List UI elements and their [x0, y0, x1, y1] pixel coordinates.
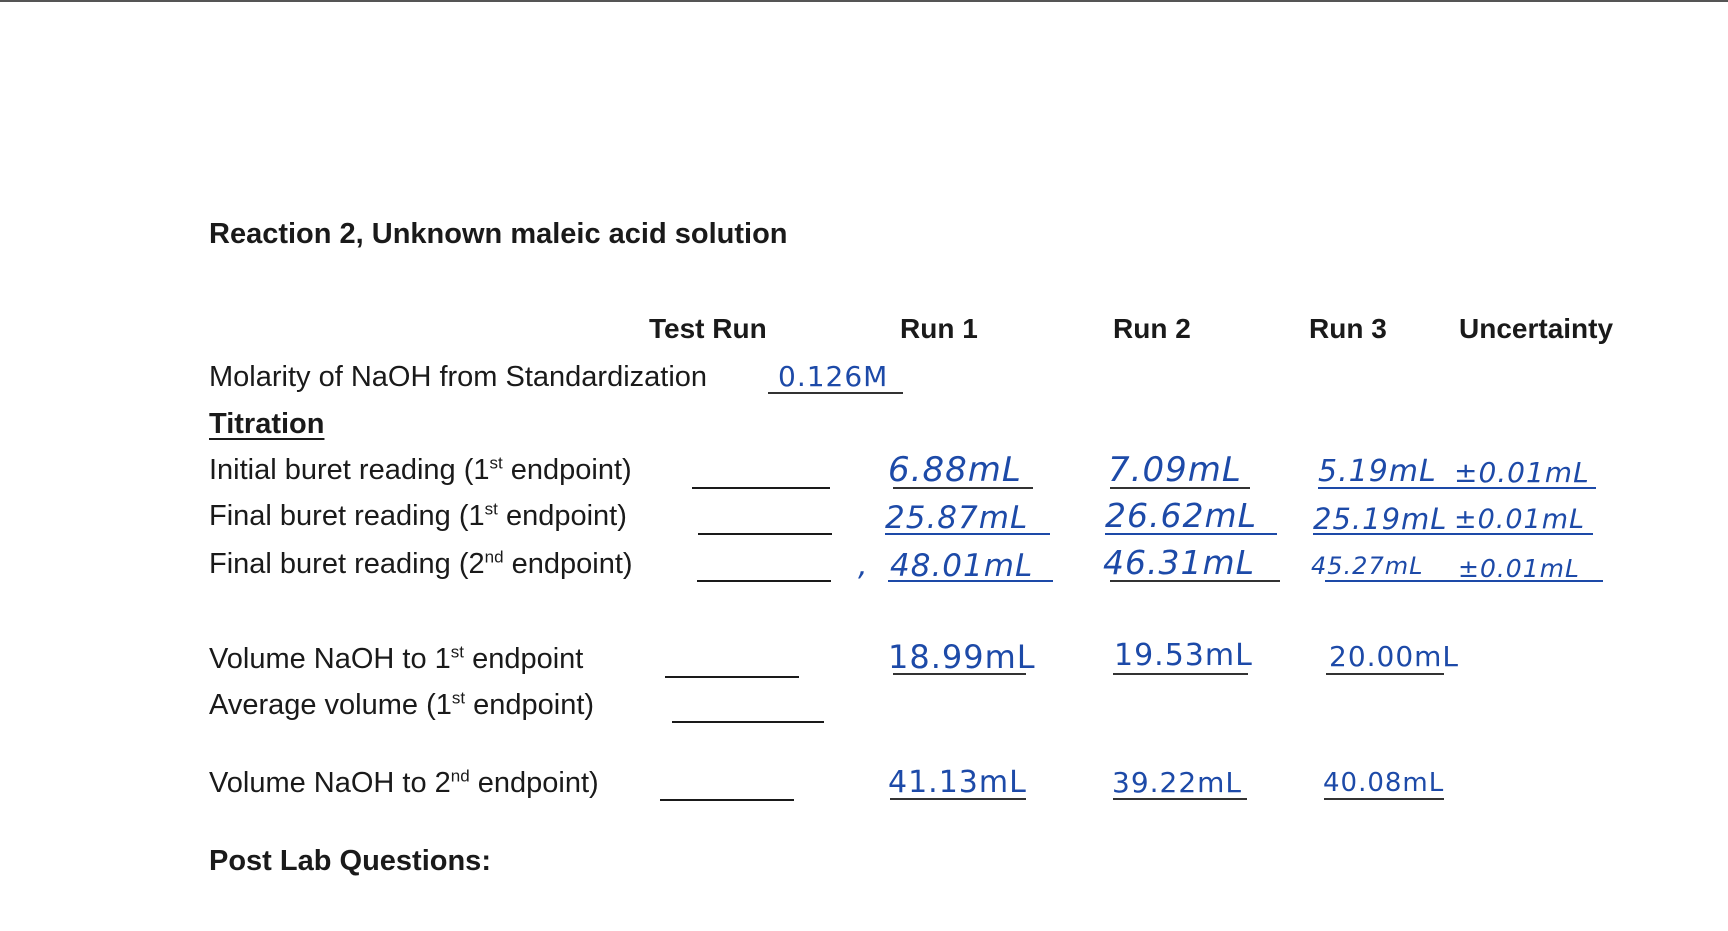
final-buret-1st-run1-line — [885, 533, 1050, 535]
final-buret-2nd-test-blank — [697, 580, 831, 582]
volume-1st-run2: 19.53mL — [1114, 638, 1253, 673]
final-buret-2nd-run1-line — [888, 580, 1053, 582]
final-buret-1st-run3: 25.19mL — [1313, 502, 1448, 536]
final-buret-1st-uncertainty: ±0.01mL — [1454, 504, 1586, 535]
volume-2nd-run3-line — [1324, 798, 1444, 800]
volume-1st-run3: 20.00mL — [1329, 640, 1460, 673]
column-run-2: Run 2 — [1113, 313, 1191, 344]
section-title: Reaction 2, Unknown maleic acid solution — [209, 218, 788, 250]
volume-2nd-run3: 40.08mL — [1323, 768, 1445, 798]
final-buret-2nd-run2-line — [1110, 580, 1280, 582]
volume-1st-test-blank — [665, 676, 799, 678]
column-run-1: Run 1 — [900, 313, 978, 344]
volume-1st-run3-line — [1326, 673, 1444, 675]
volume-2nd-run2: 39.22mL — [1112, 766, 1243, 799]
column-test-run: Test Run — [649, 313, 767, 344]
initial-buret-1st-test-blank — [692, 487, 830, 489]
initial-buret-1st-run1: 6.88mL — [888, 450, 1022, 490]
molarity-value: 0.126M — [778, 360, 889, 393]
volume-1st-label: Volume NaOH to 1st endpoint — [209, 642, 584, 675]
volume-2nd-label: Volume NaOH to 2nd endpoint) — [209, 766, 599, 799]
volume-1st-run2-line — [1113, 673, 1248, 675]
final-buret-1st-run2: 26.62mL — [1105, 496, 1258, 535]
volume-2nd-test-blank — [660, 799, 794, 801]
initial-buret-1st-run1-line — [893, 487, 1033, 489]
final-buret-1st-run1: 25.87mL — [885, 500, 1029, 536]
column-uncertainty: Uncertainty — [1459, 313, 1614, 344]
initial-buret-1st-run2-line — [1110, 487, 1250, 489]
column-run-3: Run 3 — [1309, 313, 1387, 344]
volume-2nd-run1-line — [890, 798, 1026, 800]
final-buret-2nd-uncertainty: ±0.01mL — [1458, 554, 1580, 583]
volume-2nd-run2-line — [1113, 798, 1247, 800]
volume-2nd-run1: 41.13mL — [888, 765, 1027, 800]
final-buret-1st-run3-line — [1313, 533, 1593, 535]
initial-buret-1st-run3-line — [1318, 487, 1596, 489]
average-1st-test-blank — [672, 721, 824, 723]
initial-buret-1st-run2: 7.09mL — [1108, 450, 1242, 490]
final-buret-2nd-run1: 48.01mL — [890, 548, 1034, 584]
final-buret-2nd-run3: 45.27mL — [1311, 552, 1424, 580]
initial-buret-1st-label: Initial buret reading (1st endpoint) — [209, 453, 632, 486]
final-buret-1st-test-blank — [698, 533, 832, 535]
final-buret-2nd-run2: 46.31mL — [1103, 543, 1256, 582]
final-buret-2nd-label: Final buret reading (2nd endpoint) — [209, 547, 633, 580]
average-1st-label: Average volume (1st endpoint) — [209, 688, 595, 721]
titration-heading: Titration — [209, 408, 325, 440]
initial-buret-1st-uncertainty: ±0.01mL — [1454, 456, 1590, 489]
molarity-underline — [768, 392, 903, 394]
final-buret-1st-run2-line — [1105, 533, 1277, 535]
final-buret-2nd-run3-line — [1325, 580, 1603, 582]
top-border — [0, 0, 1728, 2]
volume-1st-run1: 18.99mL — [888, 638, 1036, 676]
volume-1st-run1-line — [893, 673, 1026, 675]
molarity-label: Molarity of NaOH from Standardization — [209, 361, 708, 393]
post-lab-heading: Post Lab Questions: — [209, 845, 491, 877]
final-buret-1st-label: Final buret reading (1st endpoint) — [209, 499, 627, 532]
initial-buret-1st-run3: 5.19mL — [1318, 454, 1437, 489]
final-buret-2nd-mark: , — [858, 548, 869, 583]
